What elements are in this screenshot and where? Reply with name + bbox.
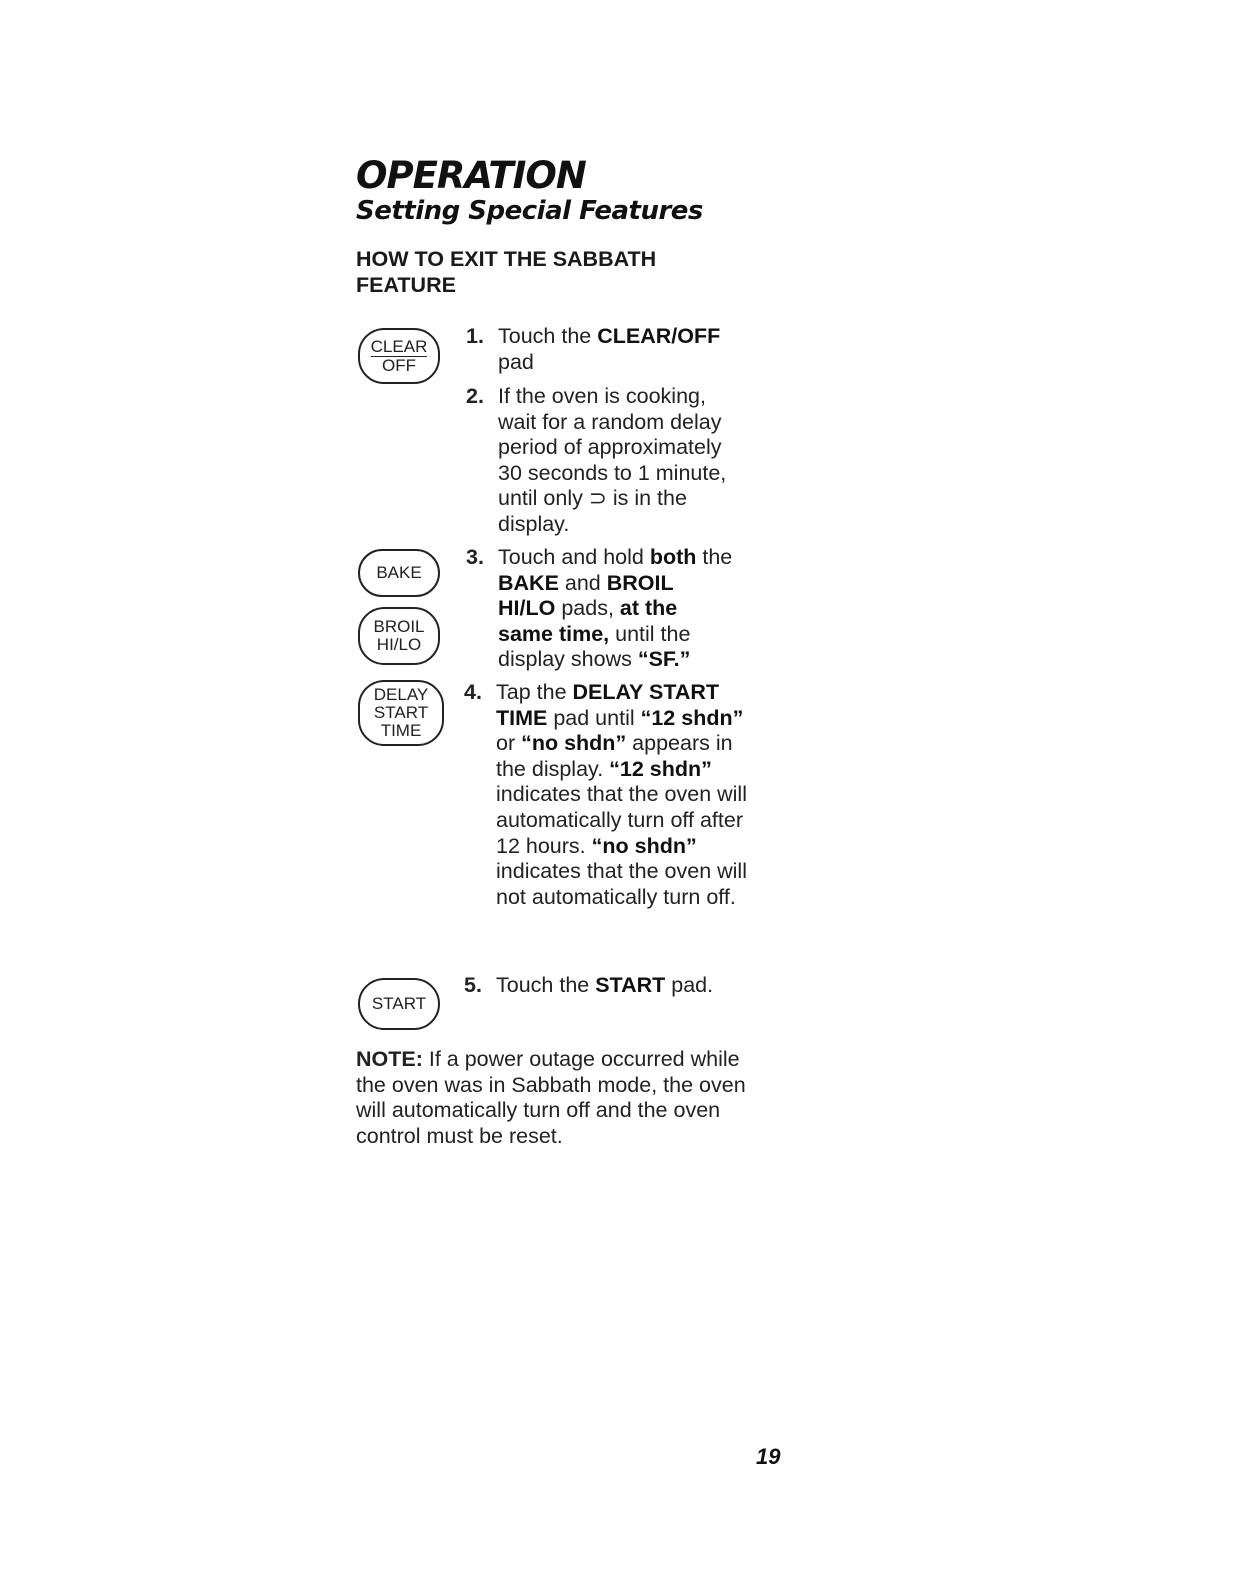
broil-hilo-pad-icon: [358, 607, 440, 665]
bake-pad-icon: [358, 549, 440, 597]
step-segment: and: [558, 570, 607, 595]
step-text: [496, 973, 713, 997]
step-segment: appears in the display.: [496, 731, 733, 781]
note-text: If a power outage occurred while the oven was in Sabbath mode, the oven will automatically turn off and the oven control must be reset.: [356, 1047, 746, 1148]
step-segment: until the display shows: [498, 621, 691, 672]
step-number: 5.: [464, 973, 482, 997]
step-emphasis: CLEAR/OFF: [597, 324, 721, 348]
step-emphasis: “12 shdn”: [640, 705, 744, 730]
step-text: [498, 324, 720, 374]
step-emphasis: “no shdn”: [521, 731, 627, 756]
step-segment: pad.: [665, 973, 714, 997]
step-segment: pads,: [555, 596, 620, 621]
step-emphasis: both: [649, 545, 697, 569]
step-emphasis: DELAY START TIME: [496, 680, 720, 730]
step-segment: pad: [498, 349, 534, 374]
step-emphasis: BROIL HI/LO: [498, 570, 674, 621]
delay-start-time-pad-icon: [358, 680, 444, 746]
step-segment: indicates that the oven will automatically turn off after 12 hours.: [496, 782, 747, 858]
procedure-heading: HOW TO EXIT THE SABBATH FEATURE: [356, 247, 657, 297]
step-4: [464, 680, 752, 910]
step-number: 1.: [466, 324, 484, 348]
step-text: [496, 680, 747, 909]
step-3: [466, 545, 736, 673]
pad-label: START: [373, 703, 429, 722]
section-subtitle: Setting Special Features: [356, 196, 703, 226]
step-segment: indicates that the oven will not automatically turn off.: [496, 859, 747, 909]
pad-label: BROIL: [373, 617, 425, 636]
step-emphasis: “no shdn”: [591, 833, 697, 858]
step-segment: pad until: [547, 705, 641, 730]
step-segment: the: [696, 545, 733, 569]
clear-off-pad-icon: [358, 328, 440, 384]
step-segment: or: [496, 731, 522, 756]
step-number: 4.: [464, 680, 482, 704]
step-emphasis: “12 shdn”: [609, 756, 712, 781]
step-number: 2.: [466, 384, 484, 408]
step-segment: Touch the: [498, 324, 598, 348]
step-emphasis: “SF.”: [637, 647, 691, 672]
note-paragraph: [356, 1047, 756, 1149]
pad-label: CLEAR: [370, 336, 428, 356]
step-emphasis: START: [595, 973, 666, 997]
pad-label: DELAY: [373, 685, 429, 704]
page-number: 19: [756, 1444, 781, 1469]
pad-label: BAKE: [376, 563, 422, 582]
step-segment: If the oven is cooking, wait for a random delay period of approximately 30 seconds to 1 minute, until only ⊃ is in the display.: [498, 384, 727, 536]
pad-label: OFF: [382, 355, 416, 375]
step-segment: Tap the: [496, 680, 573, 704]
step-emphasis: BAKE: [498, 570, 559, 595]
start-pad-icon: [358, 978, 440, 1030]
step-segment: Touch and hold: [498, 545, 650, 569]
step-1: [466, 324, 748, 375]
note-label: NOTE:: [356, 1047, 423, 1071]
step-5: [464, 973, 752, 999]
step-emphasis: at the same time,: [498, 596, 678, 646]
pad-label: TIME: [380, 721, 422, 740]
section-title: OPERATION: [356, 154, 586, 197]
pad-label: START: [371, 994, 427, 1013]
step-text: [498, 545, 732, 671]
step-number: 3.: [466, 545, 484, 569]
step-segment: Touch the: [496, 973, 596, 997]
pad-label: HI/LO: [376, 635, 422, 654]
step-2: [466, 384, 748, 538]
step-text: [498, 384, 726, 536]
